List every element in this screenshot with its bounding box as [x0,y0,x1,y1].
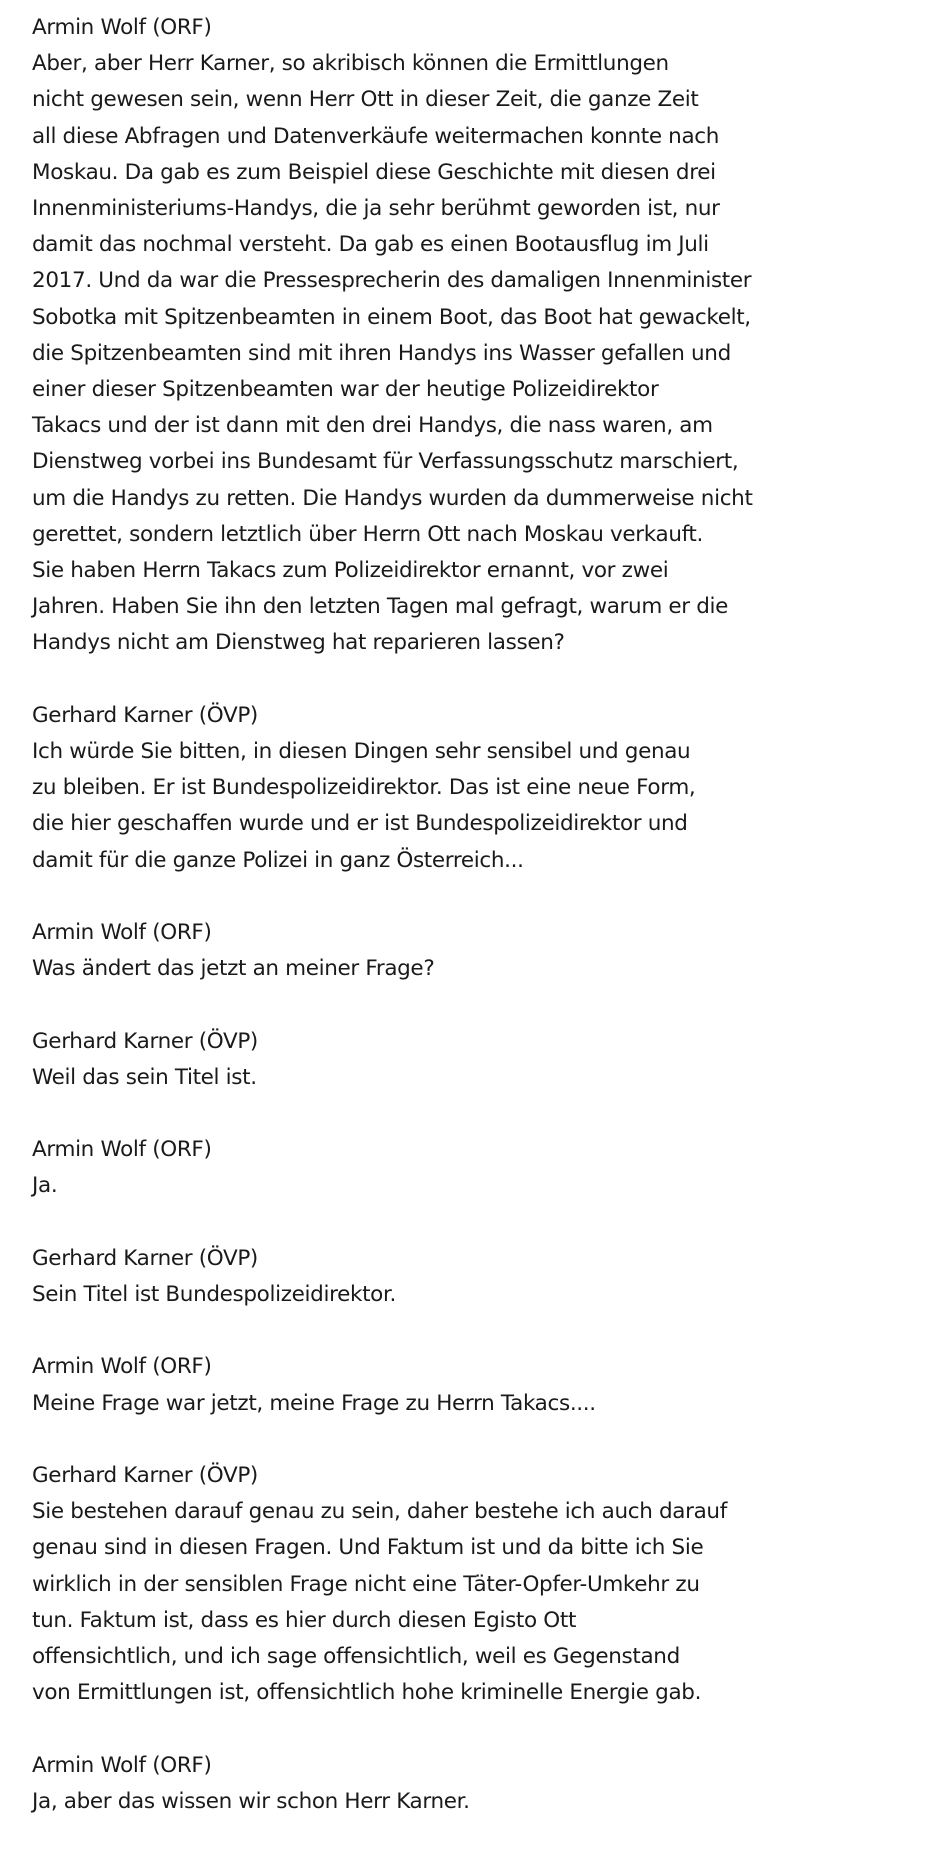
transcript-turn [32,1458,912,1711]
speaker-name: Armin Wolf (ORF) [32,920,212,946]
statement-line: damit für die ganze Polizei in ganz Österreich... [32,847,524,873]
statement-line: genau sind in diesen Fragen. Und Faktum ist und da bitte ich Sie [32,1535,704,1561]
statement-line: wirklich in der sensiblen Frage nicht eine Täter-Opfer-Umkehr zu [32,1571,700,1597]
statement-line: nicht gewesen sein, wenn Herr Ott in dieser Zeit, die ganze Zeit [32,87,699,113]
statement-line: von Ermittlungen ist, offensichtlich hohe kriminelle Energie gab. [32,1680,702,1706]
speaker-name: Armin Wolf (ORF) [32,1137,212,1163]
speaker-name: Gerhard Karner (ÖVP) [32,1028,258,1054]
interview-transcript [32,10,912,1856]
statement-line: die Spitzenbeamten sind mit ihren Handys ins Wasser gefallen und [32,340,731,366]
statement-line: Was ändert das jetzt an meiner Frage? [32,956,435,982]
transcript-turn [32,10,912,662]
statement-line: tun. Faktum ist, dass es hier durch diesen Egisto Ott [32,1607,577,1633]
statement-line: Handys nicht am Dienstweg hat reparieren lassen? [32,630,565,656]
transcript-turn [32,915,912,987]
transcript-turn [32,1241,912,1313]
statement-line: zu bleiben. Er ist Bundespolizeidirektor. Das ist eine neue Form, [32,775,696,801]
statement-line: all diese Abfragen und Datenverkäufe weitermachen konnte nach [32,123,720,149]
statement-line: Weil das sein Titel ist. [32,1064,257,1090]
speaker-name: Armin Wolf (ORF) [32,1752,212,1778]
statement-line: Meine Frage war jetzt, meine Frage zu Herrn Takacs.... [32,1390,596,1416]
speaker-name: Armin Wolf (ORF) [32,15,212,40]
statement-line: Jahren. Haben Sie ihn den letzten Tagen mal gefragt, warum er die [32,594,729,620]
transcript-turn [32,1024,912,1096]
statement-line: Aber, aber Herr Karner, so akribisch können die Ermittlungen [32,51,669,77]
transcript-turn [32,698,912,879]
statement-line: Sie bestehen darauf genau zu sein, daher bestehe ich auch darauf [32,1499,727,1525]
transcript-turn [32,1132,912,1204]
transcript-turn [32,1748,912,1820]
statement-line: damit das nochmal versteht. Da gab es einen Bootausflug im Juli [32,232,709,258]
statement-line: Sobotka mit Spitzenbeamten in einem Boot, das Boot hat gewackelt, [32,304,751,330]
speaker-name: Gerhard Karner (ÖVP) [32,1463,258,1489]
statement-line: 2017. Und da war die Pressesprecherin des damaligen Innenminister [32,268,752,294]
statement-line: gerettet, sondern letztlich über Herrn Ott nach Moskau verkauft. [32,521,703,547]
statement-line: Moskau. Da gab es zum Beispiel diese Geschichte mit diesen drei [32,159,716,185]
statement-line: einer dieser Spitzenbeamten war der heutige Polizeidirektor [32,377,659,403]
statement-line: die hier geschaffen wurde und er ist Bundespolizeidirektor und [32,811,688,837]
transcript-turn [32,1349,912,1421]
statement-line: Takacs und der ist dann mit den drei Handys, die nass waren, am [32,413,713,439]
speaker-name: Gerhard Karner (ÖVP) [32,702,258,728]
statement-line: Ja, aber das wissen wir schon Herr Karner. [32,1788,470,1814]
statement-line: um die Handys zu retten. Die Handys wurden da dummerweise nicht [32,485,753,511]
statement-line: Ich würde Sie bitten, in diesen Dingen sehr sensibel und genau [32,739,691,765]
statement-line: Dienstweg vorbei ins Bundesamt für Verfassungsschutz marschiert, [32,449,739,475]
statement-line: Sie haben Herrn Takacs zum Polizeidirektor ernannt, vor zwei [32,558,669,584]
statement-line: offensichtlich, und ich sage offensichtlich, weil es Gegenstand [32,1644,680,1670]
speaker-name: Gerhard Karner (ÖVP) [32,1245,258,1271]
statement-line: Innenministeriums-Handys, die ja sehr berühmt geworden ist, nur [32,196,720,222]
speaker-name: Armin Wolf (ORF) [32,1354,212,1380]
statement-line: Ja. [32,1173,58,1199]
statement-line: Sein Titel ist Bundespolizeidirektor. [32,1282,396,1308]
